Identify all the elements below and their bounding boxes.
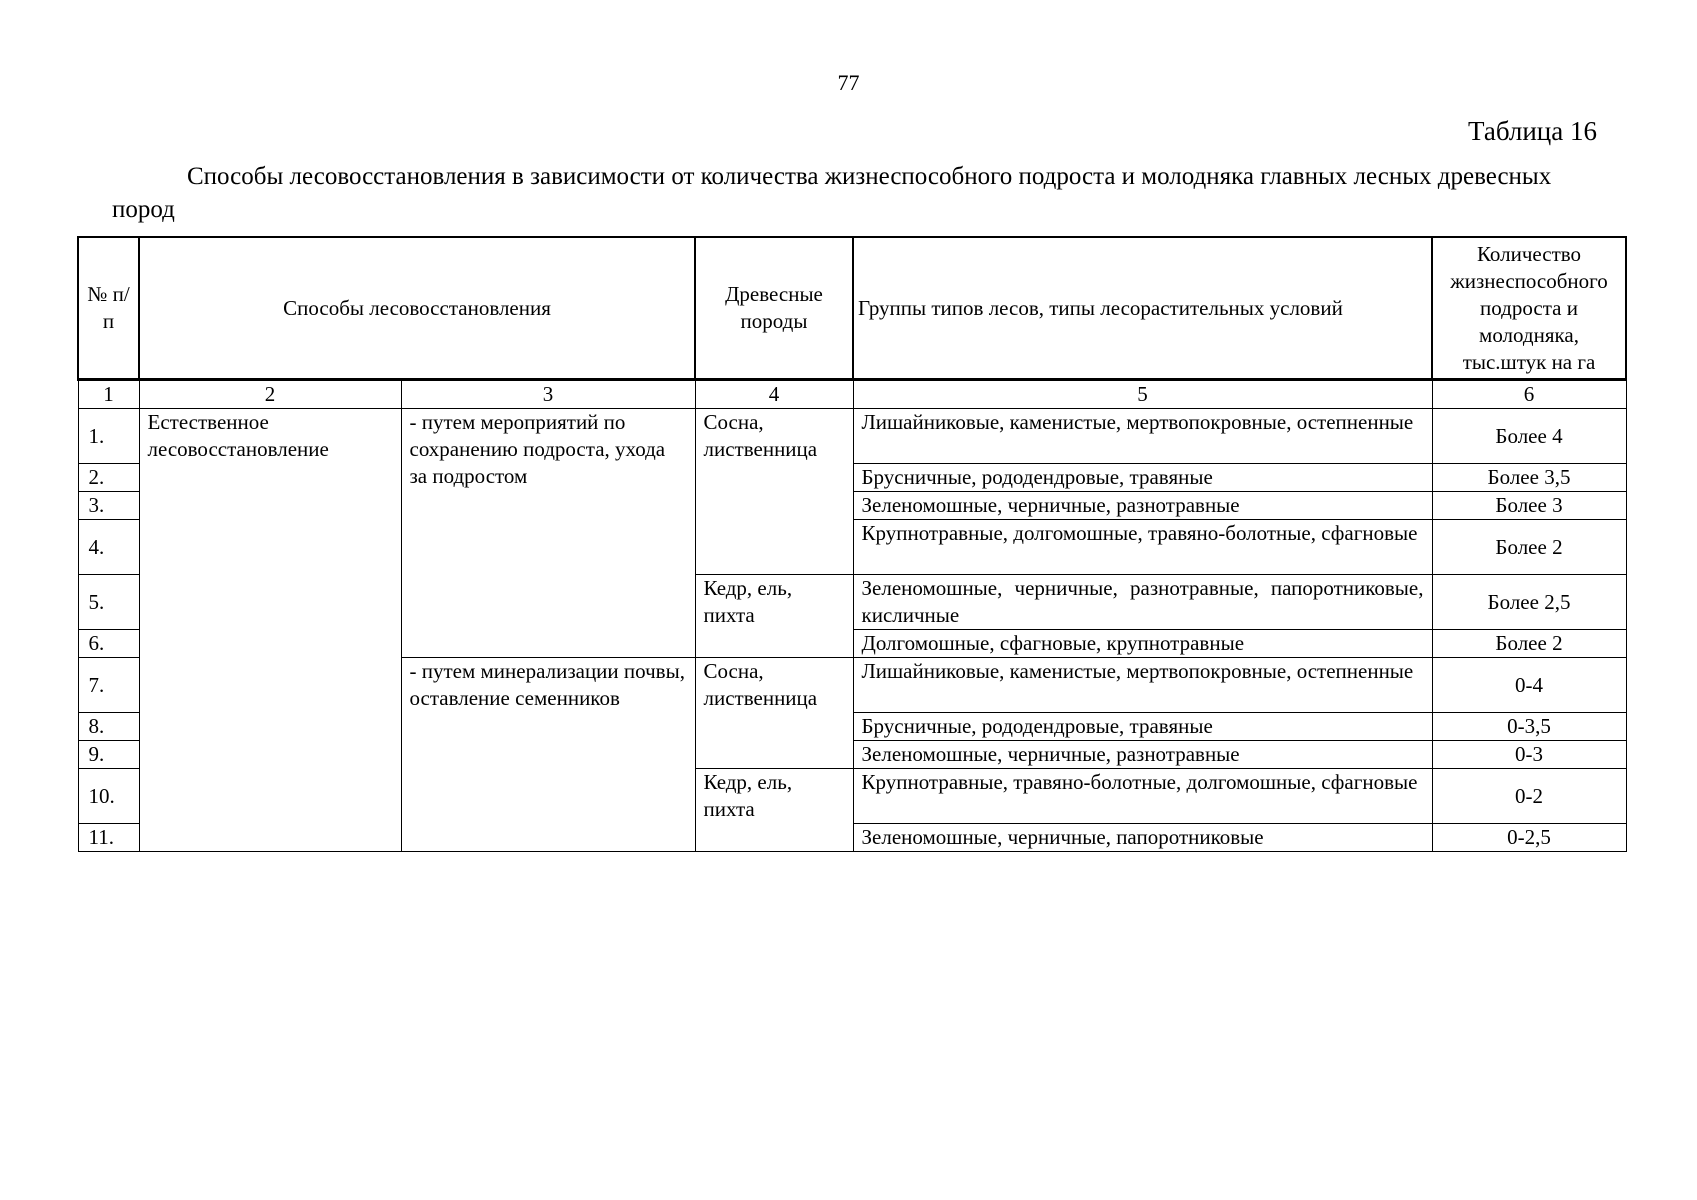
quantity-value: Более 3,5 [1432, 464, 1626, 492]
quantity-value: 0-3 [1432, 741, 1626, 769]
column-number: 2 [139, 380, 401, 409]
header-quantity: Количество жизнеспособного подроста и молодняка, тыс.штук на га [1432, 237, 1626, 380]
species-group: Сосна, лиственница [695, 658, 853, 769]
column-number: 4 [695, 380, 853, 409]
row-number: 4. [78, 520, 139, 575]
forest-type: Лишайниковые, каменистые, мертвопокровные, остепненные [853, 658, 1432, 713]
row-number: 10. [78, 769, 139, 824]
sub-method: - путем минерализации почвы, оставление семенников [401, 658, 695, 852]
forest-type: Зеленомошные, черничные, разнотравные [853, 741, 1432, 769]
species-group: Сосна, лиственница [695, 409, 853, 575]
row-number: 3. [78, 492, 139, 520]
header-num: № п/п [78, 237, 139, 380]
row-number: 9. [78, 741, 139, 769]
quantity-value: 0-3,5 [1432, 713, 1626, 741]
forest-type: Зеленомошные, черничные, папоротниковые [853, 824, 1432, 852]
header-forest-groups: Группы типов лесов, типы лесорастительных условий [853, 237, 1432, 380]
column-number: 3 [401, 380, 695, 409]
column-number: 5 [853, 380, 1432, 409]
table-row [78, 409, 1626, 464]
quantity-value: Более 4 [1432, 409, 1626, 464]
quantity-value: 0-2 [1432, 769, 1626, 824]
forest-type: Зеленомошные, черничные, разнотравные [853, 492, 1432, 520]
sub-method: - путем мероприятий по сохранению подроста, ухода за подростом [401, 409, 695, 658]
column-number: 6 [1432, 380, 1626, 409]
header-row [78, 237, 1626, 380]
forest-type: Крупнотравные, долгомошные, травяно-болотные, сфагновые [853, 520, 1432, 575]
page-number: 77 [837, 70, 860, 95]
quantity-value: 0-2,5 [1432, 824, 1626, 852]
quantity-value: Более 2 [1432, 630, 1626, 658]
species-group: Кедр, ель, пихта [695, 769, 853, 852]
row-number: 7. [78, 658, 139, 713]
row-number: 5. [78, 575, 139, 630]
species-group: Кедр, ель, пихта [695, 575, 853, 658]
forest-type: Долгомошные, сфагновые, крупнотравные [853, 630, 1432, 658]
header-methods: Способы лесовосстановления [139, 237, 695, 380]
row-number: 8. [78, 713, 139, 741]
table-label: Таблица 16 [1468, 116, 1597, 146]
method-main: Естественное лесовосстановление [139, 409, 401, 852]
column-number: 1 [78, 380, 139, 409]
reforestation-table [77, 236, 1627, 852]
row-number: 2. [78, 464, 139, 492]
forest-type: Зеленомошные, черничные, разнотравные, папоротниковые, кисличные [853, 575, 1432, 630]
row-number: 1. [78, 409, 139, 464]
row-number: 6. [78, 630, 139, 658]
quantity-value: Более 2,5 [1432, 575, 1626, 630]
document-title: Способы лесовосстановления в зависимости от количества жизнеспособного подроста и молодняка главных лесных древесных пород [112, 163, 1552, 223]
quantity-value: Более 3 [1432, 492, 1626, 520]
header-species: Древесные породы [695, 237, 853, 380]
forest-type: Лишайниковые, каменистые, мертвопокровные, остепненные [853, 409, 1432, 464]
forest-type: Крупнотравные, травяно-болотные, долгомошные, сфагновые [853, 769, 1432, 824]
quantity-value: Более 2 [1432, 520, 1626, 575]
column-number-row [78, 380, 1626, 409]
quantity-value: 0-4 [1432, 658, 1626, 713]
row-number: 11. [78, 824, 139, 852]
forest-type: Брусничные, рододендровые, травяные [853, 713, 1432, 741]
forest-type: Брусничные, рододендровые, травяные [853, 464, 1432, 492]
